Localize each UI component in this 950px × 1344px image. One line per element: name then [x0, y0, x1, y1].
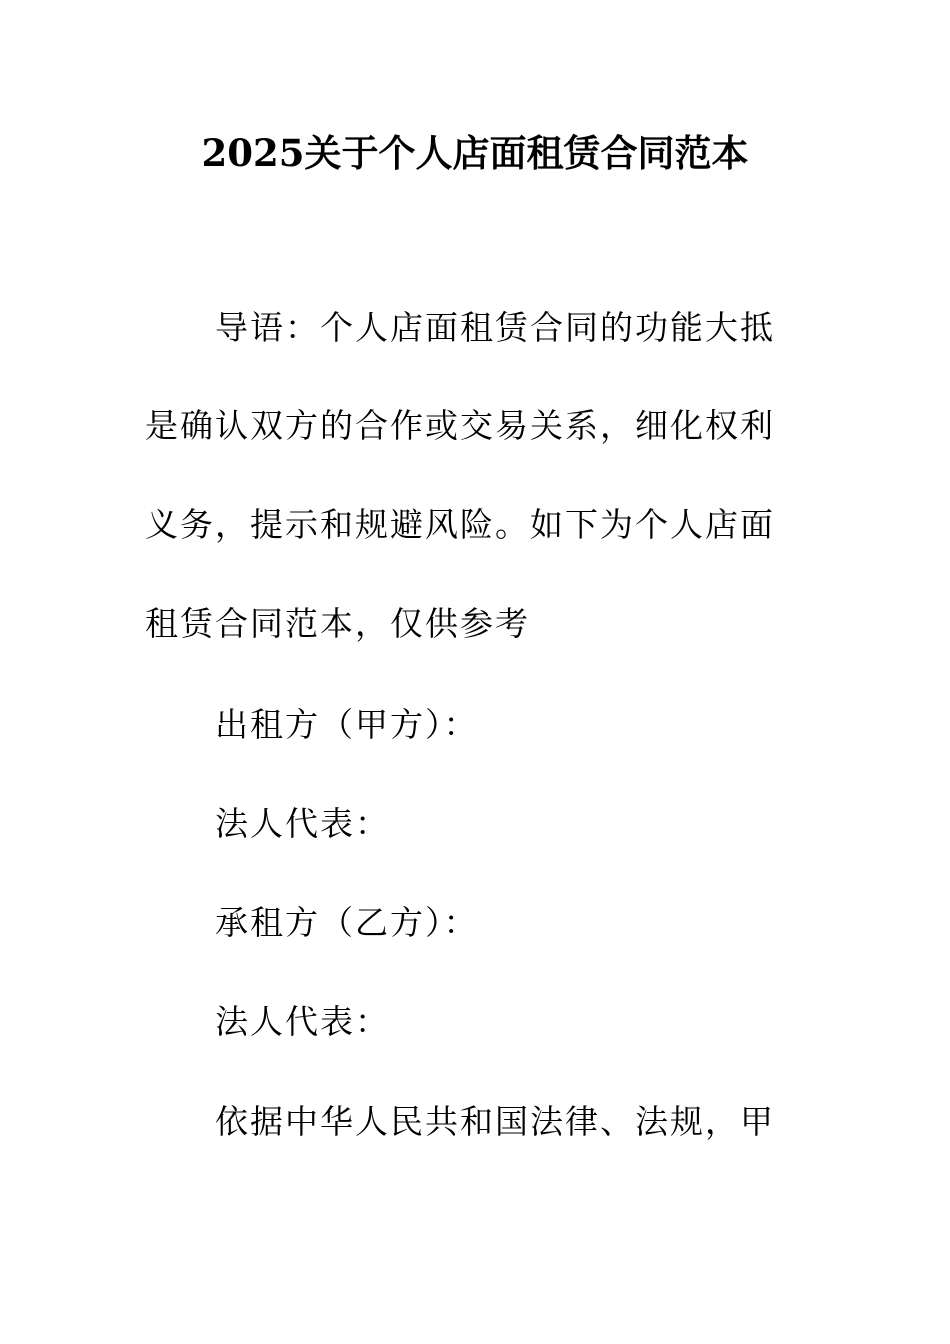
lessor-field: 出租方（甲方）： — [215, 705, 479, 744]
body-paragraph-line: 依据中华人民共和国法律、法规，甲 — [215, 1102, 775, 1141]
intro-line-1: 导语：个人店面租赁合同的功能大抵 — [215, 308, 775, 347]
intro-line-2: 是确认双方的合作或交易关系，细化权利 — [145, 406, 775, 445]
intro-line-3: 义务，提示和规避风险。如下为个人店面 — [145, 505, 775, 544]
intro-line-4: 租赁合同范本，仅供参考 — [145, 604, 530, 643]
lessor-rep-field: 法人代表： — [215, 804, 390, 843]
document-title: 2025关于个人店面租赁合同范本 — [201, 131, 749, 175]
lessee-rep-field: 法人代表： — [215, 1002, 390, 1041]
lessee-field: 承租方（乙方）： — [215, 903, 479, 942]
